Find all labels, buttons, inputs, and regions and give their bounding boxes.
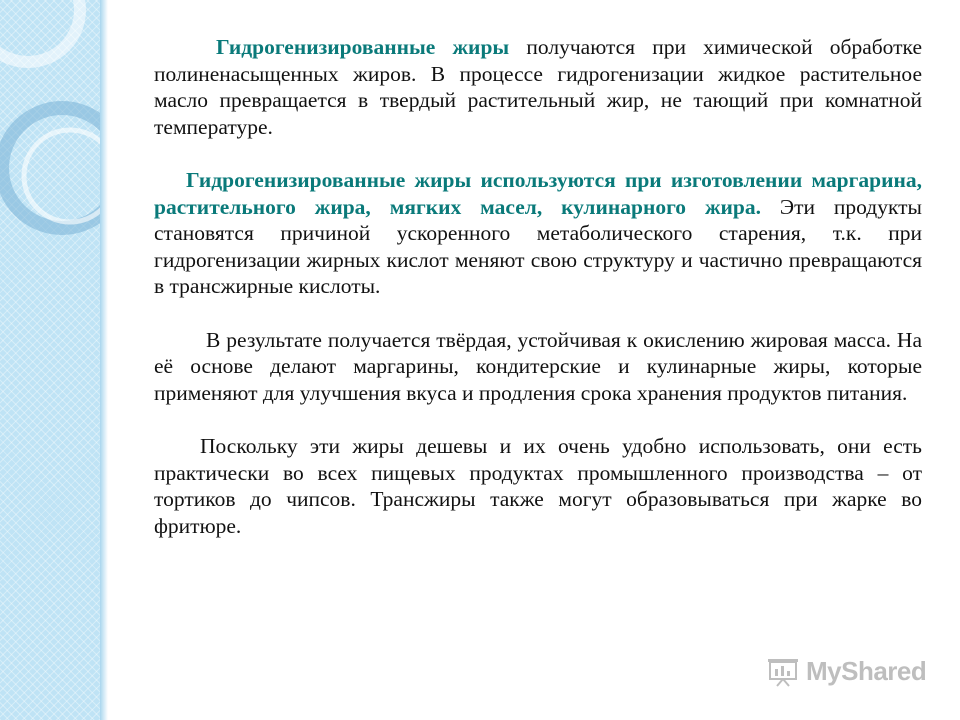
watermark-text: MyShared [806,656,927,686]
paragraph-3 [154,327,922,407]
paragraph-1 [154,34,922,140]
paragraph-4 [154,433,922,539]
highlighted-term: Гидрогенизированные жиры используются при изготовлении маргарина, растительного жира, мягких масел, кулинарного жира. [154,168,922,219]
paragraph-text: Эти продукты становятся причиной ускоренного метаболического старения, т.к. при гидрогенизации жирных кислот меняют свою структуру и частично превращаются в трансжирные кислоты. [154,194,922,298]
projector-screen-icon [766,657,800,687]
paragraph-2 [154,167,922,300]
paragraph-text: В результате получается твёрдая, устойчивая к окислению жировая масса. На её основе делают маргарины, кондитерские и кулинарные жиры, которые применяют для улучшения вкуса и продления срока хранения продуктов питания. [154,327,922,405]
slide-text-body [154,34,922,539]
paragraph-text: получаются при химической обработке полиненасыщенных жиров. В процессе гидрогенизации жидкое растительное масло превращается в твердый растительный жир, не тающий при комнатной температуре. [154,35,922,139]
paragraph-text: Поскольку эти жиры дешевы и их очень удобно использовать, они есть практически во всех пищевых продуктах промышленного производства – от тортиков до чипсов. Трансжиры также могут образовываться при жарке во фритюре. [154,434,922,538]
sidebar-edge [100,0,108,720]
decorative-circles-graphic [0,0,108,720]
watermark-logo [766,656,926,687]
highlighted-term: Гидрогенизированные жиры [216,35,510,59]
decorative-sidebar [0,0,108,720]
